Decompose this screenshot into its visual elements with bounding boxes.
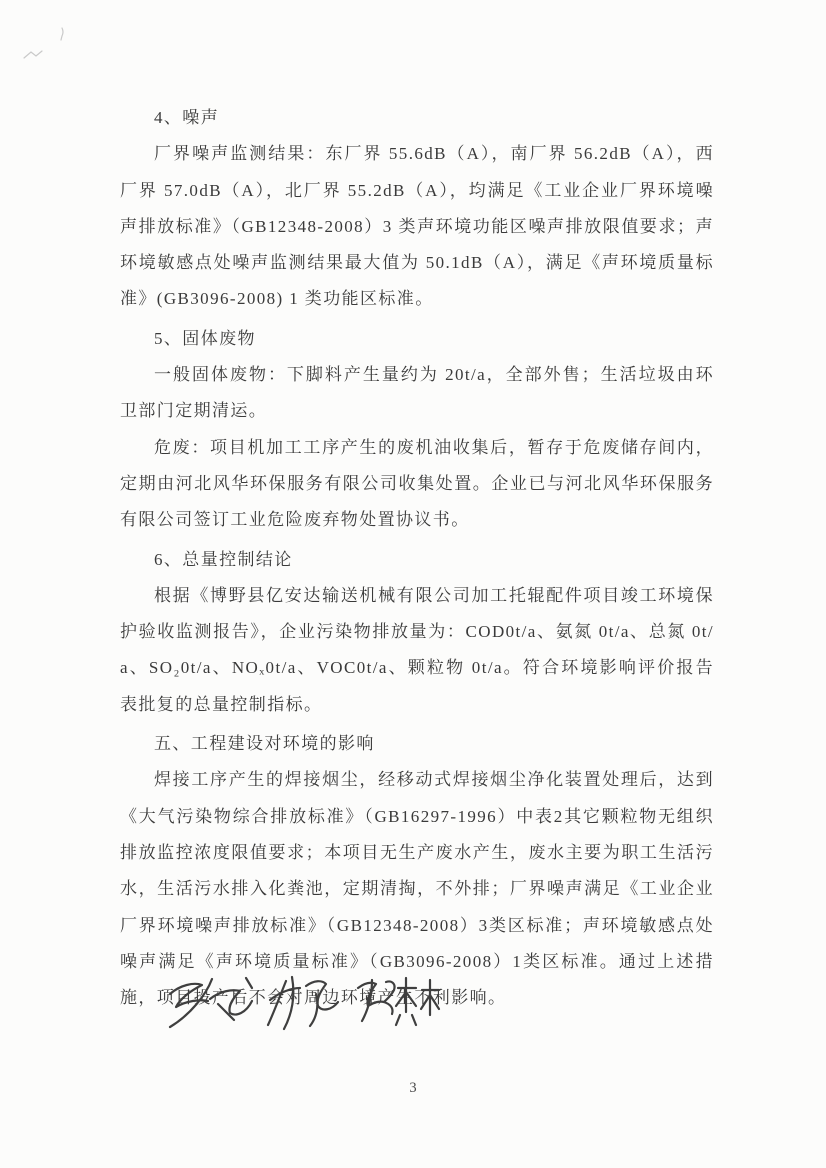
paragraph-total-control: 根据《博野县亿安达输送机械有限公司加工托辊配件项目竣工环境保护验收监测报告》，企业污染物排放量为：COD0t/a、氨氮 0t/a、总氮 0t/a、SO₂0t/a、NOₓ0t/a、VOC0t/a、颗粒物 0t/a。符合环境影响评价报告表批复的总量控制指标。 (120, 585, 714, 714)
scan-artifact-stroke (61, 28, 63, 40)
handwritten-signature-1 (170, 978, 252, 1027)
paragraph-noise-results: 厂界噪声监测结果：东厂界 55.6dB（A），南厂界 56.2dB（A），西厂界 57.0dB（A），北厂界 55.2dB（A），均满足《工业企业厂界环境噪声排放标准》（GB12348-2008）3 类声环境功能区噪声排放限值要求；声环境敏感点处噪声监测结果最大值为 50.1dB（A），满足《声环境质量标准》(GB3096-2008) 1 类功能区标准。 (120, 144, 714, 309)
section-heading-impact: 五、工程建设对环境的影响 (154, 734, 375, 754)
paragraph-impact: 焊接工序产生的焊接烟尘，经移动式焊接烟尘净化装置处理后，达到《大气污染物综合排放标准》（GB16297-1996）中表2其它颗粒物无组织排放监控浓度限值要求；本项目无生产废水产生，废水主要为职工生活污水，生活污水排入化粪池，定期清掏，不外排；厂界噪声满足《工业企业厂界环境噪声排放标准》（GB12348-2008）3类区标准；声环境敏感点处噪声满足《声环境质量标准》（GB3096-2008）1类区标准。通过上述措施，项目投产后不会对周边环境产生不利影响。 (120, 770, 714, 1008)
handwritten-signature-2 (268, 977, 338, 1029)
paragraph-general-solid-waste: 一般固体废物：下脚料产生量约为 20t/a，全部外售；生活垃圾由环卫部门定期清运。 (120, 365, 714, 421)
section-heading-solid-waste: 5、固体废物 (154, 328, 256, 348)
paragraph-hazardous-waste: 危废：项目机加工工序产生的废机油收集后，暂存于危废储存间内，定期由河北风华环保服务有限公司收集处置。企业已与河北风华环保服务有限公司签订工业危险废弃物处置协议书。 (120, 437, 714, 530)
section-heading-total-control: 6、总量控制结论 (154, 549, 293, 569)
handwritten-signature-3 (358, 978, 439, 1025)
page-number: 3 (409, 1080, 417, 1096)
scan-artifact-stroke (24, 51, 42, 58)
section-heading-noise: 4、噪声 (154, 108, 220, 127)
document-content (120, 100, 714, 1016)
scan-artifact-marks (16, 20, 96, 70)
handwritten-signatures (158, 968, 448, 1040)
